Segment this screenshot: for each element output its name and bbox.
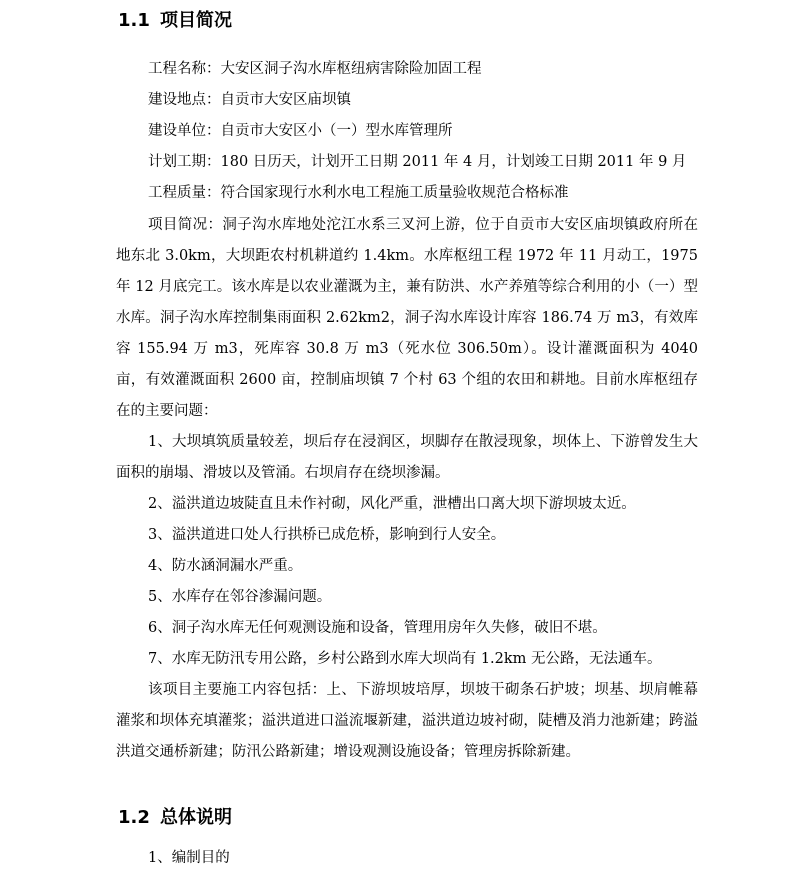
issue-item-2: 2、溢洪道边坡陡直且未作衬砌，风化严重，泄槽出口离大坝下游坝坡太近。 [148,496,636,512]
project-overview-paragraph: 项目简况：洞子沟水库地处沱江水系三叉河上游，位于自贡市大安区庙坝镇政府所在地东北 3.0km，大坝距农村机耕道约 1.4km。水库枢纽工程 1972 年 11 月动工，1975 年 12 月底完工。该水库是以农业灌溉为主，兼有防洪、水产养殖等综合利用的小（一）型水库。洞子沟水库控制集雨面积 2.62km2，洞子沟水库设计库容 186.74 万 m3，有效库容 155.94 万 m3，死库容 30.8 万 m3（死水位 306.50m）。设计灌溉面积为 4040 亩，有效灌溉面积 2600 亩，控制庙坝镇 7 个村 63 个组的农田和耕地。目前水库枢纽存在的主要问题： [116,217,698,419]
construction-site-line: 建设地点：自贡市大安区庙坝镇 [148,92,351,108]
subsection-purpose: 1、编制目的 [148,850,230,866]
section-heading-general-description [118,806,232,830]
issue-item-5: 5、水库存在邻谷渗漏问题。 [148,589,332,605]
quality-standard-line: 工程质量：符合国家现行水利水电工程施工质量验收规范合格标准 [148,185,569,201]
issue-item-7: 7、水库无防汛专用公路，乡村公路到水库大坝尚有 1.2km 无公路，无法通车。 [148,651,662,667]
issue-item-3: 3、溢洪道进口处人行拱桥已成危桥，影响到行人安全。 [148,527,506,543]
section-number: 1.1 [118,10,150,31]
issue-item-1: 1、大坝填筑质量较差，坝后存在浸润区，坝脚存在散浸现象，坝体上、下游曾发生大面积的崩塌、滑坡以及管涌。右坝肩存在绕坝渗漏。 [116,434,698,481]
planned-period-line: 计划工期：180 日历天，计划开工日期 2011 年 4 月，计划竣工日期 2011 年 9 月 [148,154,687,170]
issue-item-4: 4、防水涵洞漏水严重。 [148,558,303,574]
main-construction-content-paragraph: 该项目主要施工内容包括：上、下游坝坡培厚，坝坡干砌条石护坡；坝基、坝肩帷幕灌浆和坝体充填灌浆；溢洪道进口溢流堰新建，溢洪道边坡衬砌，陡槽及消力池新建；跨溢洪道交通桥新建；防汛公路新建；增设观测设施设备；管理房拆除新建。 [116,682,698,760]
section-heading-project-overview [118,9,232,33]
section-title: 总体说明 [160,807,232,828]
project-name-line: 工程名称：大安区洞子沟水库枢纽病害除险加固工程 [148,61,482,77]
construction-unit-line: 建设单位：自贡市大安区小（一）型水库管理所 [148,123,453,139]
section-number: 1.2 [118,807,150,828]
section-title: 项目简况 [160,10,232,31]
issue-item-6: 6、洞子沟水库无任何观测设施和设备，管理用房年久失修，破旧不堪。 [148,620,607,636]
